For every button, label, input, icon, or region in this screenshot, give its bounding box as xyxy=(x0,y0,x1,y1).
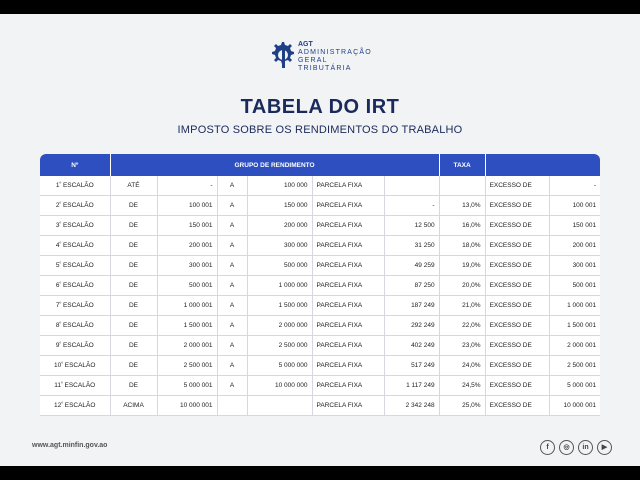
excess-label: EXCESSO DE xyxy=(485,356,549,376)
to-label: A xyxy=(217,236,247,256)
fixed-label: PARCELA FIXA xyxy=(312,196,384,216)
table-row xyxy=(40,316,600,336)
excess-label: EXCESSO DE xyxy=(485,236,549,256)
table-row xyxy=(40,296,600,316)
to-label: A xyxy=(217,356,247,376)
bracket-word: ESCALÃO xyxy=(64,382,96,389)
from-value: 5 000 001 xyxy=(157,376,217,396)
to-value: 300 000 xyxy=(247,236,312,256)
from-value: 100 001 xyxy=(157,196,217,216)
table-body xyxy=(40,176,600,416)
header-rate: TAXA xyxy=(439,154,485,176)
bracket-word: ESCALÃO xyxy=(64,362,96,369)
excess-value: 1 000 001 xyxy=(549,296,600,316)
bracket-word: ESCALÃO xyxy=(62,182,94,189)
rate-value: 22,0% xyxy=(439,316,485,336)
fixed-value: 87 250 xyxy=(384,276,439,296)
gear-logo-icon xyxy=(268,38,296,74)
to-label: A xyxy=(217,196,247,216)
to-value: 500 000 xyxy=(247,256,312,276)
from-label: DE xyxy=(110,276,157,296)
header-number: Nº xyxy=(40,154,110,176)
logo-text xyxy=(298,41,372,73)
bracket-number: 11 xyxy=(54,382,62,389)
fixed-value: 2 342 248 xyxy=(384,396,439,416)
from-label: DE xyxy=(110,316,157,336)
from-value: 10 000 001 xyxy=(157,396,217,416)
irt-table-container xyxy=(40,154,600,416)
linkedin-icon[interactable]: in xyxy=(578,440,593,455)
table-row xyxy=(40,216,600,236)
irt-table xyxy=(40,154,600,416)
table-row xyxy=(40,176,600,196)
from-label: DE xyxy=(110,356,157,376)
fixed-value: 49 259 xyxy=(384,256,439,276)
bracket-number: 5 xyxy=(55,262,60,269)
bracket-number: 12 xyxy=(54,402,62,409)
rate-value: 24,5% xyxy=(439,376,485,396)
fixed-label: PARCELA FIXA xyxy=(312,396,384,416)
bracket-ordinal: º xyxy=(59,241,62,246)
agt-logo xyxy=(268,38,378,88)
fixed-value: - xyxy=(384,196,439,216)
to-label: A xyxy=(217,316,247,336)
from-value: 2 500 001 xyxy=(157,356,217,376)
fixed-value: 402 249 xyxy=(384,336,439,356)
rate-value xyxy=(439,176,485,196)
fixed-label: PARCELA FIXA xyxy=(312,336,384,356)
rate-value: 23,0% xyxy=(439,336,485,356)
excess-value: 5 000 001 xyxy=(549,376,600,396)
from-label: DE xyxy=(110,216,157,236)
table-row xyxy=(40,376,600,396)
from-label: DE xyxy=(110,256,157,276)
page xyxy=(0,14,640,466)
youtube-icon[interactable]: ▶ xyxy=(597,440,612,455)
fixed-value: 31 250 xyxy=(384,236,439,256)
rate-value: 25,0% xyxy=(439,396,485,416)
bracket-number: 8 xyxy=(55,322,60,329)
logo-line-3: TRIBUTÁRIA xyxy=(298,65,352,72)
header-income-group: GRUPO DE RENDIMENTO xyxy=(110,154,439,176)
bracket-label xyxy=(40,296,110,316)
from-label: ATÉ xyxy=(110,176,157,196)
rate-value: 20,0% xyxy=(439,276,485,296)
logo-abbr: AGT xyxy=(298,41,313,48)
bracket-ordinal: º xyxy=(59,301,62,306)
page-subtitle: IMPOSTO SOBRE OS RENDIMENTOS DO TRABALHO xyxy=(177,124,463,136)
table-row xyxy=(40,236,600,256)
bracket-label xyxy=(40,276,110,296)
table-row xyxy=(40,356,600,376)
fixed-value: 187 249 xyxy=(384,296,439,316)
to-value: 2 000 000 xyxy=(247,316,312,336)
bracket-word: ESCALÃO xyxy=(62,342,94,349)
from-label: DE xyxy=(110,296,157,316)
fixed-label: PARCELA FIXA xyxy=(312,296,384,316)
bracket-number: 9 xyxy=(55,342,60,349)
excess-value: 100 001 xyxy=(549,196,600,216)
bracket-word: ESCALÃO xyxy=(62,202,94,209)
bracket-label xyxy=(40,256,110,276)
excess-label: EXCESSO DE xyxy=(485,336,549,356)
from-value: 1 500 001 xyxy=(157,316,217,336)
bracket-number: 1 xyxy=(55,182,60,189)
from-label: DE xyxy=(110,196,157,216)
bracket-ordinal: º xyxy=(59,201,62,206)
bracket-label xyxy=(40,236,110,256)
table-row xyxy=(40,396,600,416)
to-value: 1 000 000 xyxy=(247,276,312,296)
fixed-label: PARCELA FIXA xyxy=(312,376,384,396)
bracket-word: ESCALÃO xyxy=(62,242,94,249)
to-value xyxy=(247,396,312,416)
from-value: 150 001 xyxy=(157,216,217,236)
bracket-label xyxy=(40,356,110,376)
to-label: A xyxy=(217,256,247,276)
bracket-label xyxy=(40,316,110,336)
to-value: 200 000 xyxy=(247,216,312,236)
bracket-ordinal: º xyxy=(59,261,62,266)
bracket-ordinal: º xyxy=(59,281,62,286)
to-label: A xyxy=(217,376,247,396)
excess-value: 2 000 001 xyxy=(549,336,600,356)
to-label xyxy=(217,396,247,416)
from-label: DE xyxy=(110,236,157,256)
logo-line-1: ADMINISTRAÇÃO xyxy=(298,49,372,56)
rate-value: 16,0% xyxy=(439,216,485,236)
excess-label: EXCESSO DE xyxy=(485,176,549,196)
bracket-ordinal: º xyxy=(59,321,62,326)
to-value: 1 500 000 xyxy=(247,296,312,316)
bracket-number: 6 xyxy=(55,282,60,289)
page-title: TABELA DO IRT xyxy=(240,96,400,118)
bracket-number: 2 xyxy=(55,202,60,209)
excess-label: EXCESSO DE xyxy=(485,256,549,276)
rate-value: 18,0% xyxy=(439,236,485,256)
bracket-ordinal: º xyxy=(59,221,62,226)
bracket-label xyxy=(40,376,110,396)
rate-value: 24,0% xyxy=(439,356,485,376)
website-url[interactable]: www.agt.minfin.gov.ao xyxy=(32,442,108,449)
from-label: ACIMA xyxy=(110,396,157,416)
fixed-value: 517 249 xyxy=(384,356,439,376)
table-header-row xyxy=(40,154,600,176)
excess-label: EXCESSO DE xyxy=(485,376,549,396)
bracket-ordinal: º xyxy=(61,361,63,366)
fixed-label: PARCELA FIXA xyxy=(312,356,384,376)
fixed-label: PARCELA FIXA xyxy=(312,236,384,256)
from-label: DE xyxy=(110,336,157,356)
bracket-word: ESCALÃO xyxy=(62,282,94,289)
table-row xyxy=(40,256,600,276)
rate-value: 21,0% xyxy=(439,296,485,316)
from-value: 1 000 001 xyxy=(157,296,217,316)
table-row xyxy=(40,336,600,356)
rate-value: 19,0% xyxy=(439,256,485,276)
bracket-word: ESCALÃO xyxy=(62,222,94,229)
to-label: A xyxy=(217,176,247,196)
fixed-value: 12 500 xyxy=(384,216,439,236)
to-value: 150 000 xyxy=(247,196,312,216)
from-value: - xyxy=(157,176,217,196)
to-value: 100 000 xyxy=(247,176,312,196)
bracket-number: 3 xyxy=(55,222,60,229)
excess-value: 300 001 xyxy=(549,256,600,276)
to-value: 5 000 000 xyxy=(247,356,312,376)
bracket-ordinal: º xyxy=(61,401,63,406)
excess-value: - xyxy=(549,176,600,196)
facebook-icon[interactable]: f xyxy=(540,440,555,455)
from-value: 500 001 xyxy=(157,276,217,296)
to-value: 2 500 000 xyxy=(247,336,312,356)
to-label: A xyxy=(217,216,247,236)
fixed-value: 292 249 xyxy=(384,316,439,336)
from-label: DE xyxy=(110,376,157,396)
fixed-value: 1 117 249 xyxy=(384,376,439,396)
excess-label: EXCESSO DE xyxy=(485,396,549,416)
to-value: 10 000 000 xyxy=(247,376,312,396)
fixed-label: PARCELA FIXA xyxy=(312,256,384,276)
bracket-ordinal: º xyxy=(61,381,63,386)
from-value: 200 001 xyxy=(157,236,217,256)
excess-value: 500 001 xyxy=(549,276,600,296)
bracket-number: 4 xyxy=(55,242,60,249)
logo-line-2: GERAL xyxy=(298,57,328,64)
fixed-label: PARCELA FIXA xyxy=(312,276,384,296)
excess-value: 1 500 001 xyxy=(549,316,600,336)
excess-label: EXCESSO DE xyxy=(485,316,549,336)
instagram-icon[interactable]: ◎ xyxy=(559,440,574,455)
from-value: 300 001 xyxy=(157,256,217,276)
excess-label: EXCESSO DE xyxy=(485,216,549,236)
excess-value: 200 001 xyxy=(549,236,600,256)
bracket-label xyxy=(40,216,110,236)
bracket-word: ESCALÃO xyxy=(62,322,94,329)
to-label: A xyxy=(217,336,247,356)
fixed-label: PARCELA FIXA xyxy=(312,216,384,236)
bracket-label xyxy=(40,196,110,216)
bracket-ordinal: º xyxy=(59,181,62,186)
excess-value: 10 000 001 xyxy=(549,396,600,416)
bracket-ordinal: º xyxy=(59,341,62,346)
fixed-label: PARCELA FIXA xyxy=(312,316,384,336)
to-label: A xyxy=(217,296,247,316)
bracket-label xyxy=(40,336,110,356)
bracket-word: ESCALÃO xyxy=(62,302,94,309)
table-row xyxy=(40,276,600,296)
excess-value: 150 001 xyxy=(549,216,600,236)
bracket-label xyxy=(40,176,110,196)
excess-label: EXCESSO DE xyxy=(485,296,549,316)
social-icons xyxy=(536,439,612,457)
excess-label: EXCESSO DE xyxy=(485,196,549,216)
bracket-number: 7 xyxy=(55,302,60,309)
fixed-label: PARCELA FIXA xyxy=(312,176,384,196)
bracket-number: 10 xyxy=(54,362,62,369)
excess-label: EXCESSO DE xyxy=(485,276,549,296)
from-value: 2 000 001 xyxy=(157,336,217,356)
rate-value: 13,0% xyxy=(439,196,485,216)
table-row xyxy=(40,196,600,216)
bracket-word: ESCALÃO xyxy=(64,402,96,409)
fixed-value xyxy=(384,176,439,196)
bracket-label xyxy=(40,396,110,416)
to-label: A xyxy=(217,276,247,296)
header-blank xyxy=(485,154,600,176)
excess-value: 2 500 001 xyxy=(549,356,600,376)
bracket-word: ESCALÃO xyxy=(62,262,94,269)
